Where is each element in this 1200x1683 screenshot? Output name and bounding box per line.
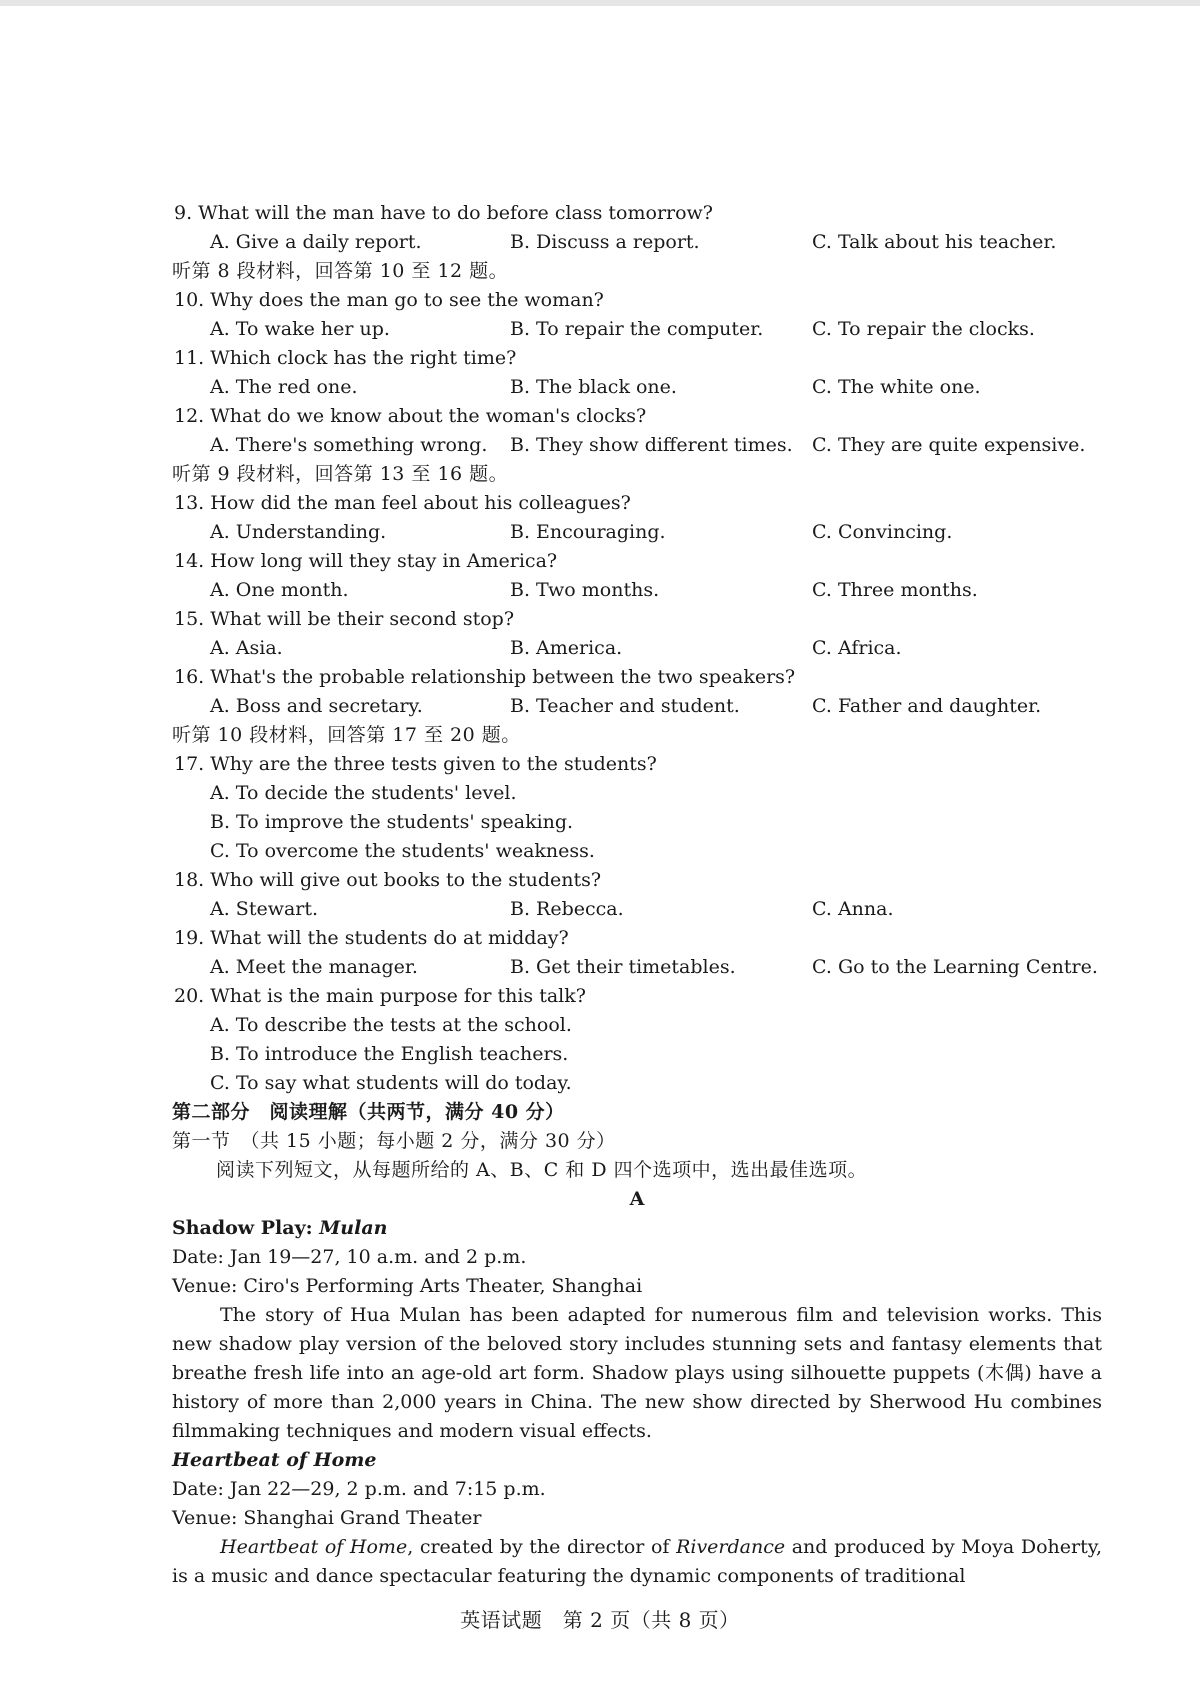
option-a: A. Meet the manager. [210,956,418,978]
option-c: C. Africa. [812,637,902,659]
question-16-options [172,692,1102,721]
event-1-label: Shadow Play: [172,1217,320,1239]
question-9-options [172,228,1102,257]
option-c: C. Father and daughter. [812,695,1042,717]
option-a: A. One month. [210,579,349,601]
event-2-venue: Venue: Shanghai Grand Theater [172,1507,482,1529]
event-2-body-ref: Riverdance [676,1536,786,1558]
event-2-body-rest: and produced by Moya Doherty, is a music and dance spectacular featuring the dynamic components of traditional [172,1536,1102,1587]
option-b: B. Two months. [510,579,660,601]
passage-letter: A [629,1188,645,1210]
option-b: B. Discuss a report. [510,231,700,253]
option-a: A. To decide the students' level. [210,782,517,804]
option-a: A. Stewart. [210,898,319,920]
question-12: 12. What do we know about the woman's clocks? [174,405,647,427]
option-c: C. The white one. [812,376,981,398]
option-b: B. Teacher and student. [510,695,740,717]
option-a: A. There's something wrong. [210,434,488,456]
event-2-description [172,1533,1102,1591]
section-10-instruction: 听第 10 段材料，回答第 17 至 20 题。 [172,724,521,746]
option-b: B. The black one. [510,376,677,398]
option-a: A. To describe the tests at the school. [210,1014,572,1036]
event-2-body-title: Heartbeat of Home [220,1536,408,1558]
question-19-options [172,953,1102,982]
section-9-instruction: 听第 9 段材料，回答第 13 至 16 题。 [172,463,509,485]
question-9: 9. What will the man have to do before class tomorrow? [174,202,713,224]
option-a: A. The red one. [210,376,358,398]
question-18: 18. Who will give out books to the students? [174,869,602,891]
option-c: C. They are quite expensive. [812,434,1086,456]
section-8-instruction: 听第 8 段材料，回答第 10 至 12 题。 [172,260,509,282]
question-11: 11. Which clock has the right time? [174,347,517,369]
question-11-options [172,373,1102,402]
event-2-body-mid: , created by the director of [407,1536,677,1558]
option-c: C. To say what students will do today. [210,1072,572,1094]
question-10: 10. Why does the man go to see the woman? [174,289,604,311]
option-b: B. They show different times. [510,434,793,456]
option-c: C. To overcome the students' weakness. [210,840,595,862]
option-c: C. Talk about his teacher. [812,231,1057,253]
option-b: B. Get their timetables. [510,956,736,978]
event-1-name: Mulan [319,1217,388,1239]
scan-top-edge [0,0,1200,6]
event-2-title: Heartbeat of Home [172,1449,377,1471]
question-15-options [172,634,1102,663]
question-10-options [172,315,1102,344]
question-12-options [172,431,1102,460]
option-b: B. To repair the computer. [510,318,764,340]
event-1-title [172,1214,1102,1243]
option-b: B. Rebecca. [510,898,624,920]
reading-instructions: 阅读下列短文，从每题所给的 A、B、C 和 D 四个选项中，选出最佳选项。 [216,1159,868,1181]
question-13: 13. How did the man feel about his colleagues? [174,492,631,514]
page-content [172,199,1102,1591]
option-b: B. Encouraging. [510,521,666,543]
option-c: C. Go to the Learning Centre. [812,956,1098,978]
question-16: 16. What's the probable relationship between the two speakers? [174,666,796,688]
option-c: C. Anna. [812,898,894,920]
question-14-options [172,576,1102,605]
option-b: B. To improve the students' speaking. [210,811,574,833]
question-13-options [172,518,1102,547]
option-c: C. Three months. [812,579,978,601]
event-1-description: The story of Hua Mulan has been adapted for numerous film and television works. This new shadow play version of the beloved story includes stunning sets and fantasy elements that breathe fresh life into an age-old art form. Shadow plays using silhouette puppets (木偶) have a history of more than 2,000 years in China. The new show directed by Sherwood Hu combines filmmaking techniques and modern visual effects. [172,1304,1102,1442]
section-one-title: 第一节 （共 15 小题；每小题 2 分，满分 30 分） [172,1130,616,1152]
option-c: C. Convincing. [812,521,953,543]
option-a: A. Give a daily report. [210,231,422,253]
option-b: B. America. [510,637,623,659]
event-1-date: Date: Jan 19—27, 10 a.m. and 2 p.m. [172,1246,527,1268]
part-two-title: 第二部分 阅读理解（共两节，满分 40 分） [172,1101,565,1123]
option-a: A. Asia. [210,637,283,659]
question-18-options [172,895,1102,924]
option-a: A. To wake her up. [210,318,390,340]
question-20: 20. What is the main purpose for this talk? [174,985,586,1007]
event-2-date: Date: Jan 22—29, 2 p.m. and 7:15 p.m. [172,1478,546,1500]
question-17: 17. Why are the three tests given to the students? [174,753,657,775]
option-b: B. To introduce the English teachers. [210,1043,569,1065]
page-footer: 英语试题 第 2 页（共 8 页） [460,1608,740,1632]
question-14: 14. How long will they stay in America? [174,550,558,572]
event-1-venue: Venue: Ciro's Performing Arts Theater, Shanghai [172,1275,643,1297]
question-19: 19. What will the students do at midday? [174,927,569,949]
option-c: C. To repair the clocks. [812,318,1035,340]
question-15: 15. What will be their second stop? [174,608,515,630]
option-a: A. Understanding. [210,521,387,543]
option-a: A. Boss and secretary. [210,695,423,717]
